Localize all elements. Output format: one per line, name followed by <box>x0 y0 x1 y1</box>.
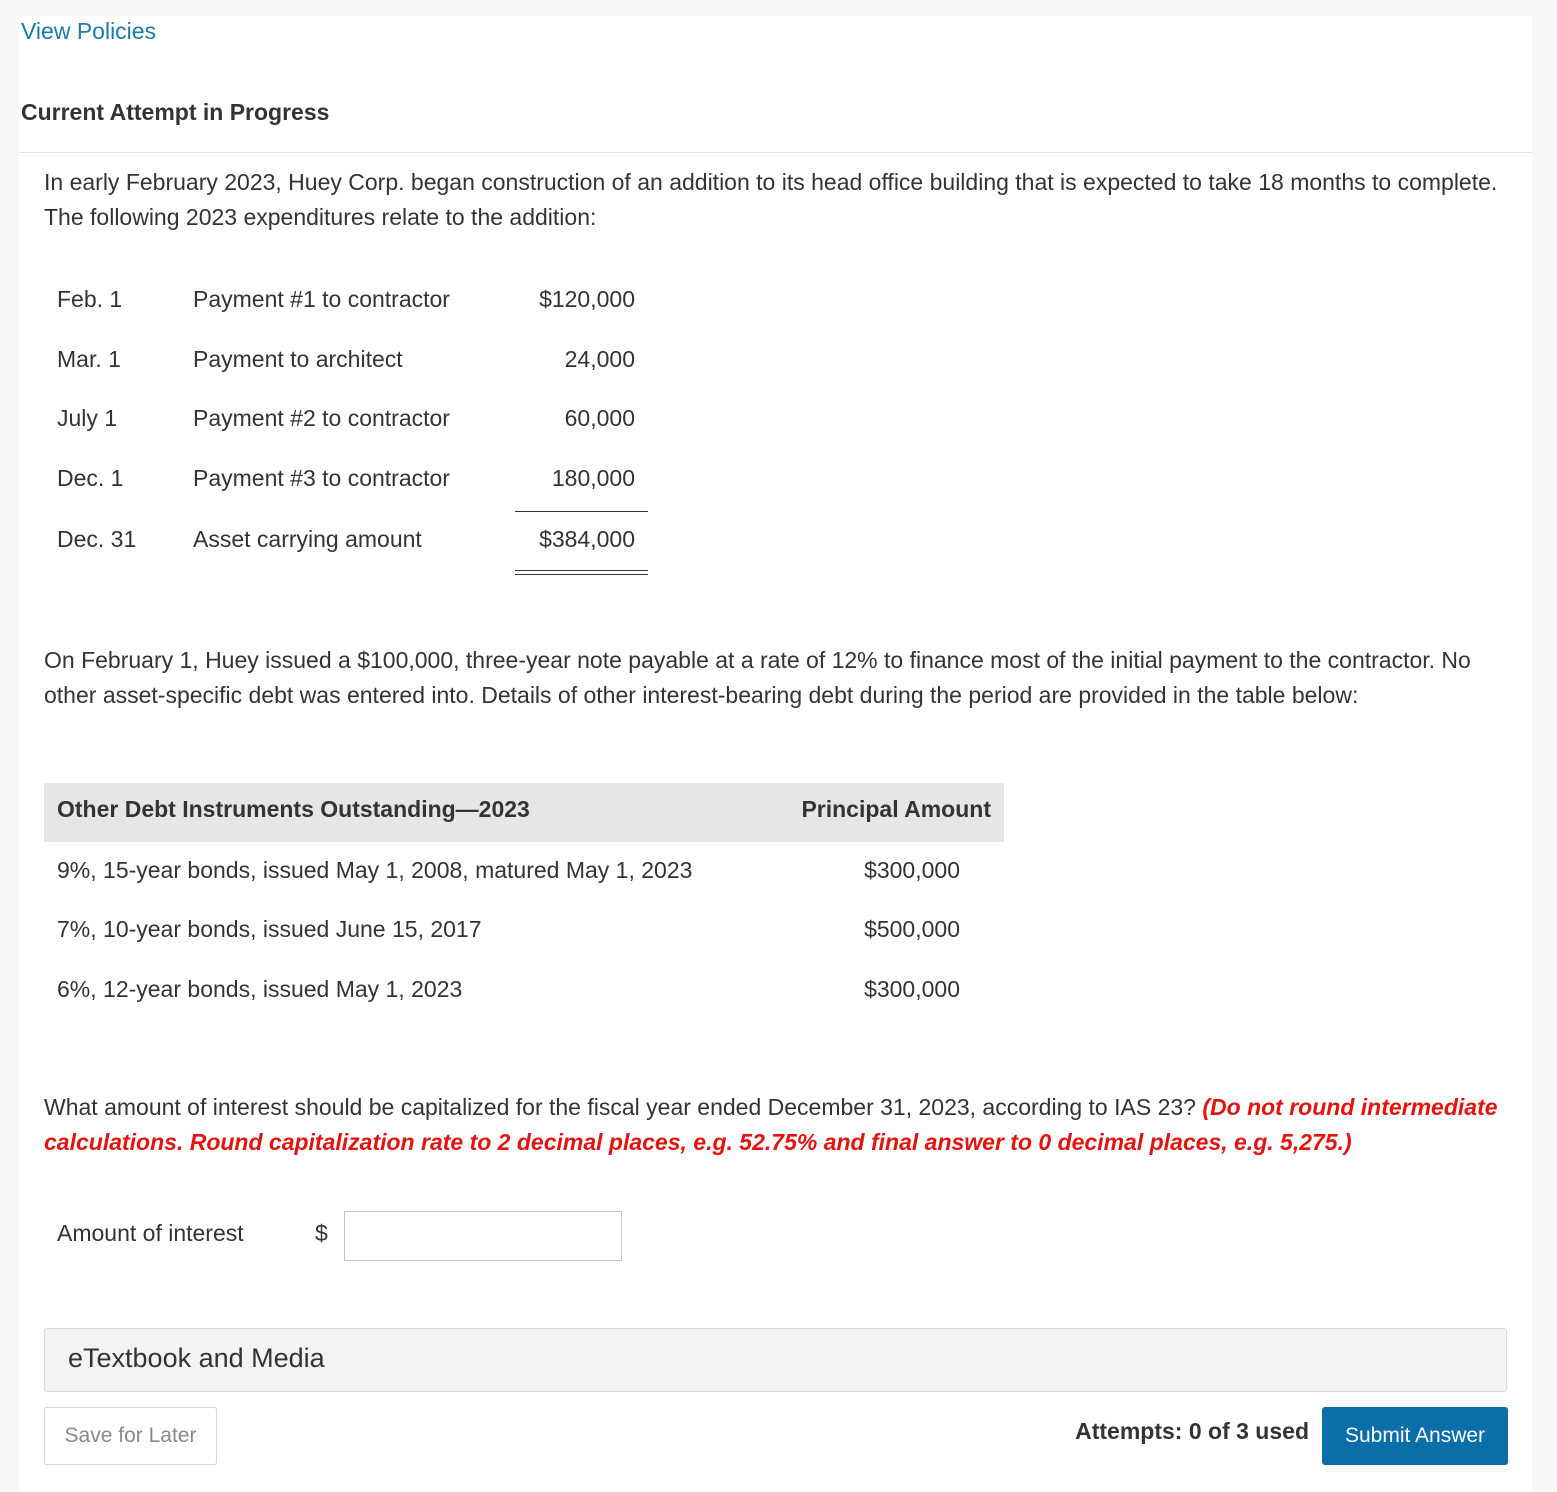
attempts-counter: Attempts: 0 of 3 used <box>1075 1418 1309 1444</box>
header-divider <box>19 152 1532 153</box>
expenditure-description: Payment #2 to contractor <box>193 405 450 431</box>
expenditure-description: Payment to architect <box>193 346 403 372</box>
expenditure-description: Asset carrying amount <box>193 526 422 552</box>
expenditure-description: Payment #1 to contractor <box>193 286 450 312</box>
debt-instrument: 6%, 12-year bonds, issued May 1, 2023 <box>57 976 463 1002</box>
expenditure-amount: 24,000 <box>564 346 635 372</box>
total-double-rule <box>515 570 648 575</box>
debt-principal: $300,000 <box>864 857 960 883</box>
expenditure-date: Dec. 1 <box>57 465 124 491</box>
question-intro: In early February 2023, Huey Corp. began construction of an addition to its head office building that is expected to take 18 months to complete. The following 2023 expenditures relate to the addition: <box>44 169 1498 230</box>
expenditure-date: Dec. 31 <box>57 526 137 552</box>
header-principal: Principal Amount <box>801 796 991 822</box>
amount-of-interest-input[interactable] <box>344 1211 622 1261</box>
debt-table-header <box>44 783 1004 842</box>
expenditure-amount: 60,000 <box>564 405 635 431</box>
expenditure-amount: 180,000 <box>551 465 635 491</box>
etextbook-media-toggle[interactable] <box>44 1328 1507 1392</box>
submit-answer-button[interactable]: Submit Answer <box>1322 1407 1508 1465</box>
debt-instrument: 9%, 15-year bonds, issued May 1, 2008, matured May 1, 2023 <box>57 857 693 883</box>
expenditure-date: Mar. 1 <box>57 346 121 372</box>
debt-row <box>57 976 977 1010</box>
expenditure-amount: $384,000 <box>539 526 635 552</box>
debt-instrument: 7%, 10-year bonds, issued June 15, 2017 <box>57 916 482 942</box>
view-policies-link[interactable]: View Policies <box>21 18 157 44</box>
debt-principal: $300,000 <box>864 976 960 1002</box>
question-panel <box>19 16 1532 1492</box>
attempt-title: Current Attempt in Progress <box>21 99 330 125</box>
expenditure-date: July 1 <box>57 405 118 431</box>
prompt-text: What amount of interest should be capitalized for the fiscal year ended December 31, 2023, according to IAS 23? <box>44 1094 1203 1120</box>
question-prompt <box>44 1090 1514 1160</box>
expenditure-amount: $120,000 <box>539 286 635 312</box>
amount-of-interest-label: Amount of interest <box>57 1220 244 1246</box>
expenditure-description: Payment #3 to contractor <box>193 465 450 491</box>
expenditure-date: Feb. 1 <box>57 286 123 312</box>
etextbook-media-label: eTextbook and Media <box>68 1343 325 1373</box>
currency-symbol: $ <box>315 1220 328 1246</box>
save-for-later-button[interactable]: Save for Later <box>44 1407 217 1465</box>
subtotal-rule <box>515 511 648 512</box>
financing-paragraph: On February 1, Huey issued a $100,000, three-year note payable at a rate of 12% to finance most of the initial payment to the contractor. No other asset-specific debt was entered into. Details of other interest-bearing debt during the period are provided in the table below: <box>44 647 1471 708</box>
rounding-instruction: (Do not round intermediate calculations. Round capitalization rate to 2 decimal places, e.g. 52.75% and final answer to 0 decimal places, e.g. 5,275.) <box>44 1094 1498 1155</box>
debt-row <box>57 916 977 950</box>
debt-principal: $500,000 <box>864 916 960 942</box>
header-instrument: Other Debt Instruments Outstanding—2023 <box>57 796 530 822</box>
debt-row <box>57 857 977 891</box>
